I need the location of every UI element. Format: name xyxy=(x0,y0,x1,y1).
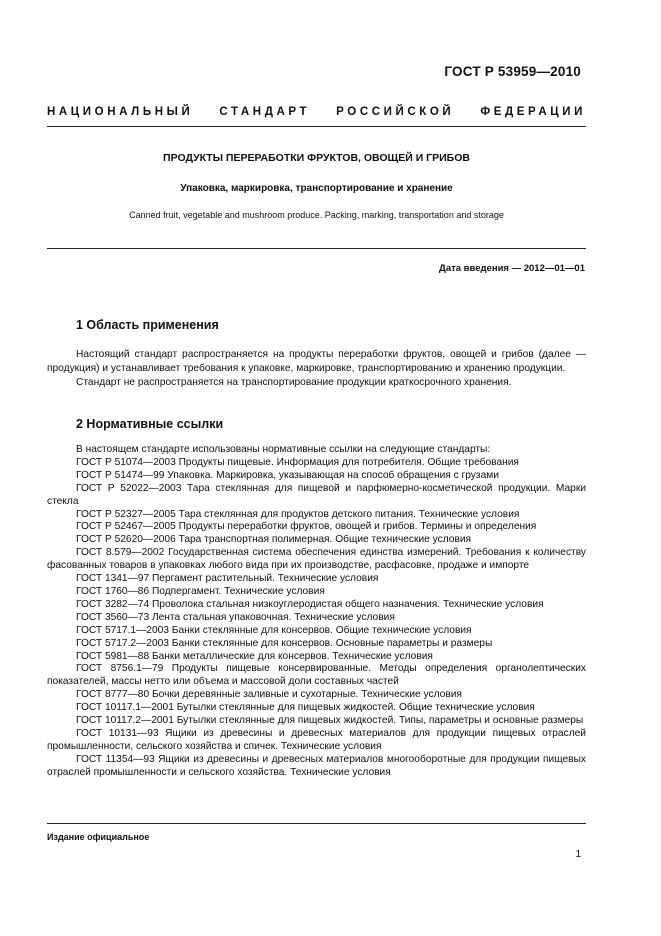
introduction-date: Дата введения — 2012—01—01 xyxy=(439,263,585,274)
section-1-heading: 1 Область применения xyxy=(76,318,219,332)
document-number: ГОСТ Р 53959—2010 xyxy=(444,64,581,79)
paragraph: Настоящий стандарт распространяется на продукты переработки фруктов, овощей и грибов (далее — продукция) и устанавливает требования к упаковке, маркировке, транспортированию и хранению продукции. xyxy=(47,349,586,375)
reference-item: ГОСТ Р 51074—2003 Продукты пищевые. Информация для потребителя. Общие требования xyxy=(76,456,519,468)
reference-item: ГОСТ 5717.2—2003 Банки стеклянные для консервов. Основные параметры и размеры xyxy=(76,637,493,649)
national-standard-line xyxy=(47,106,586,118)
document-subtitle: Упаковка, маркировка, транспортирование и хранение xyxy=(180,183,453,194)
paragraph: Стандарт не распространяется на транспортирование продукции краткосрочного хранения. xyxy=(76,377,512,389)
title-divider xyxy=(47,248,586,249)
national-word: СТАНДАРТ xyxy=(219,106,311,118)
reference-item: ГОСТ 8777—80 Бочки деревянные заливные и сухотарные. Технические условия xyxy=(76,689,462,701)
reference-item: ГОСТ Р 52022—2003 Тара стеклянная для пищевой и парфюмерно-косметической продукции. Марки стекла xyxy=(47,482,586,507)
english-title: Canned fruit, vegetable and mushroom produce. Packing, marking, transportation and storage xyxy=(129,210,504,220)
normative-references-list xyxy=(47,444,586,780)
national-word: ФЕДЕРАЦИИ xyxy=(480,106,586,118)
section-1-body xyxy=(47,348,586,391)
reference-item: ГОСТ 1760—86 Подпергамент. Технические условия xyxy=(76,585,325,597)
reference-item: ГОСТ Р 51474—99 Упаковка. Маркировка, указывающая на способ обращения с грузами xyxy=(76,469,499,481)
reference-item: ГОСТ 8.579—2002 Государственная система обеспечения единства измерений. Требования к количеству фасованных товаров в упаковках любого вида при их производстве, расфасовке, продаже и импорте xyxy=(47,547,586,572)
reference-item: ГОСТ 3560—73 Лента стальная упаковочная. Технические условия xyxy=(76,611,395,623)
reference-item: ГОСТ 5981—88 Банки металлические для консервов. Технические условия xyxy=(76,650,433,662)
page-number: 1 xyxy=(575,849,581,860)
document-title: ПРОДУКТЫ ПЕРЕРАБОТКИ ФРУКТОВ, ОВОЩЕЙ И ГРИБОВ xyxy=(163,152,470,164)
header-divider xyxy=(47,126,586,127)
reference-item: ГОСТ Р 52467—2005 Продукты переработки фруктов, овощей и грибов. Термины и определения xyxy=(76,521,537,533)
reference-item: ГОСТ 5717.1—2003 Банки стеклянные для консервов. Общие технические условия xyxy=(76,624,472,636)
footer-divider xyxy=(47,823,586,824)
reference-item: ГОСТ 10131—93 Ящики из древесины и древесных материалов для продукции пищевых отраслей промышленности, сельского хозяйства и спичек. Технические условия xyxy=(47,727,586,752)
national-word: РОССИЙСКОЙ xyxy=(336,106,455,118)
reference-item: ГОСТ 11354—93 Ящики из древесины и древесных материалов многооборотные для продукции пищевых отраслей промышленности и сельского хозяйства. Технические условия xyxy=(47,753,586,778)
reference-item: ГОСТ 10117.1—2001 Бутылки стеклянные для пищевых жидкостей. Общие технические условия xyxy=(76,702,535,714)
section-2-heading: 2 Нормативные ссылки xyxy=(76,417,224,431)
official-edition-label: Издание официальное xyxy=(47,832,150,842)
reference-item: ГОСТ 8756.1—79 Продукты пищевые консервированные. Методы определения органолептических показателей, массы нетто или объема и массовой доли составных частей xyxy=(47,663,586,688)
reference-item: ГОСТ Р 52620—2006 Тара транспортная полимерная. Общие технические условия xyxy=(76,534,472,546)
reference-item: ГОСТ Р 52327—2005 Тара стеклянная для продуктов детского питания. Технические условия xyxy=(76,508,520,520)
references-intro: В настоящем стандарте использованы нормативные ссылки на следующие стандарты: xyxy=(76,444,491,455)
reference-item: ГОСТ 10117.2—2001 Бутылки стеклянные для пищевых жидкостей. Типы, параметры и основные размеры xyxy=(76,715,584,727)
reference-item: ГОСТ 1341—97 Пергамент растительный. Технические условия xyxy=(76,573,379,585)
national-word: НАЦИОНАЛЬНЫЙ xyxy=(47,106,194,118)
reference-item: ГОСТ 3282—74 Проволока стальная низкоуглеродистая общего назначения. Технические условия xyxy=(76,598,544,610)
